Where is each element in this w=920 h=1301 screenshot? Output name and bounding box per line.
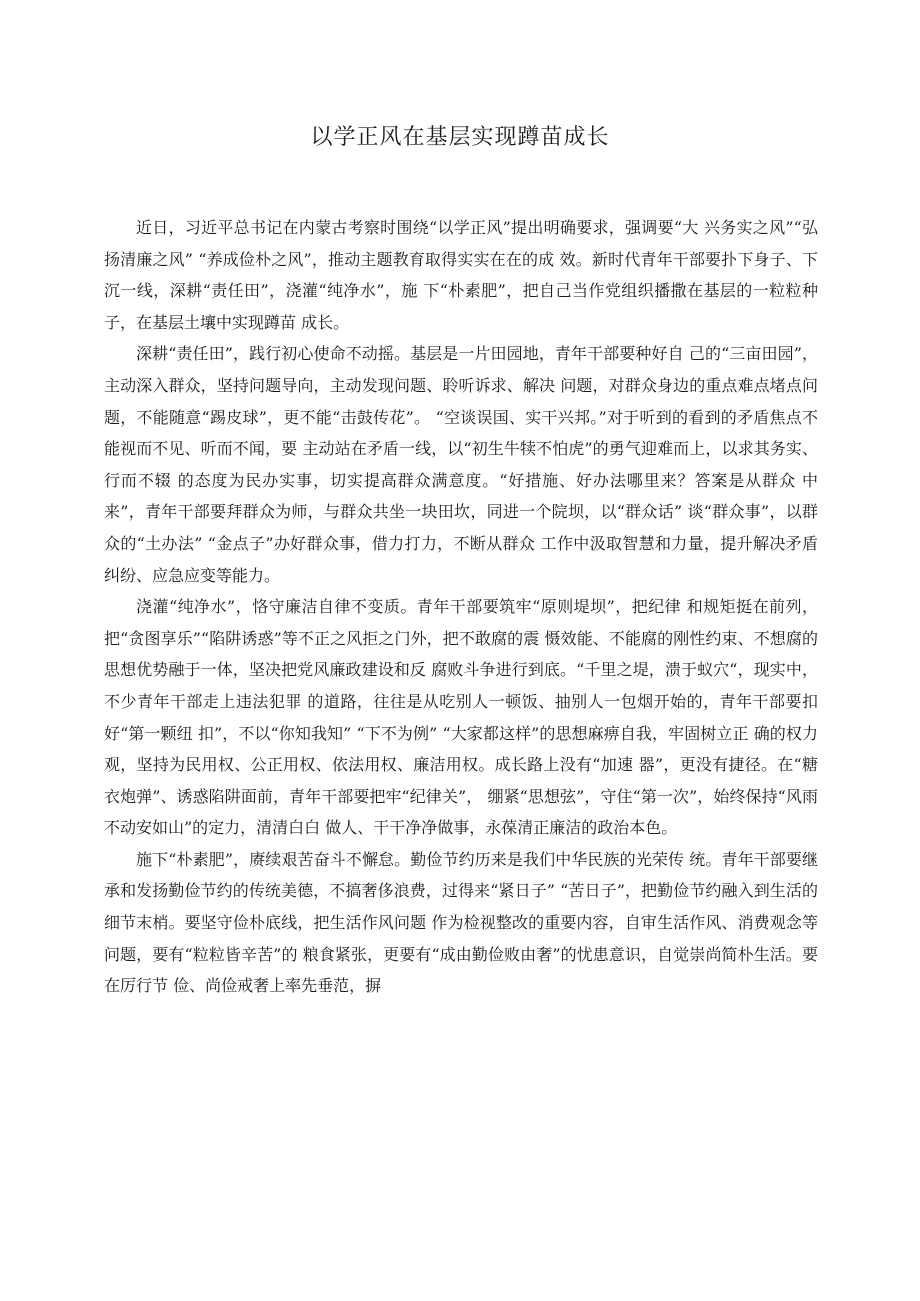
article-body — [104, 212, 818, 1002]
paragraph-intro: 近日，习近平总书记在内蒙古考察时围绕“以学正风”提出明确要求，强调要“大 兴务实之风”“弘扬清廉之风” “养成俭朴之风”，推动主题教育取得实实在在的成 效。新时代青年干部要扑下身子、下沉一线，深耕“责任田”，浇灌“纯净水”，施 下“朴素肥”，把自己当作党组织播撒在基层的一粒粒种子，在基层土壤中实现蹲苗 成长。 — [104, 218, 818, 332]
page-title: 以学正风在基层实现蹲苗成长 — [310, 125, 610, 150]
paragraph-responsibility-field: 深耕“责任田”，践行初心使命不动摇。基层是一片田园地，青年干部要种好自 己的“三亩田园”，主动深入群众，坚持问题导向，主动发现问题、聆听诉求、解决 问题，对群众身边的重点难点堵点问题，不能随意“踢皮球”，更不能“击鼓传花”。 “空谈误国、实干兴邦。”对于听到的看到的矛盾焦点不能视而不见、听而不闻，要 主动站在矛盾一线，以“初生牛犊不怕虎”的勇气迎难而上，以求其务实、行而不辍 的态度为民办实事，切实提高群众满意度。“好措施、好办法哪里来？答案是从群众 中来”，青年干部要拜群众为师，与群众共坐一块田坎，同进一个院坝，以“群众话” 谈“群众事”，以群众的“土办法” “金点子”办好群众事，借力打力，不断从群众 工作中汲取智慧和力量，提升解决矛盾纠纷、应急应变等能力。 — [104, 344, 818, 585]
paragraph-pure-water: 浇灌“纯净水”，恪守廉洁自律不变质。青年干部要筑牢“原则堤坝”，把纪律 和规矩挺在前列，把“贪图享乐”“陷阱诱惑”等不正之风拒之门外，把不敢腐的震 慑效能、不能腐的刚性约束、不想腐的思想优势融于一体，坚决把党风廉政建设和反 腐败斗争进行到底。“千里之堤，溃于蚁穴“，现实中，不少青年干部走上违法犯罪 的道路，往往是从吃别人一顿饭、抽别人一包烟开始的，青年干部要扣好“第一颗纽 扣”，不以“你知我知” “下不为例” “大家都这样”的思想麻痹自我，牢固树立正 确的权力观，坚持为民用权、公正用权、依法用权、廉洁用权。成长路上没有“加速 器”，更没有捷径。在“糖衣炮弹”、诱惑陷阱面前，青年干部要把牢“纪律关”， 绷紧“思想弦”，守住“第一次”，始终保持“风雨不动安如山”的定力，清清白白 做人、干干净净做事，永葆清正廉洁的政治本色。 — [104, 597, 818, 838]
paragraph-simple-fertilizer: 施下“朴素肥”，赓续艰苦奋斗不懈怠。勤俭节约历来是我们中华民族的光荣传 统。青年干部要继承和发扬勤俭节约的传统美德，不搞奢侈浪费，过得来“紧日子” “苦日子”，把勤俭节约融入到生活的细节末梢。要坚守俭朴底线，把生活作风问题 作为检视整改的重要内容，自审生活作风、消费观念等问题，要有“粒粒皆辛苦”的 粮食紧张，更要有“成由勤俭败由奢”的忧患意识，自觉崇尚简朴生活。要在厉行节 俭、尚俭戒奢上率先垂范，摒 — [104, 849, 818, 996]
